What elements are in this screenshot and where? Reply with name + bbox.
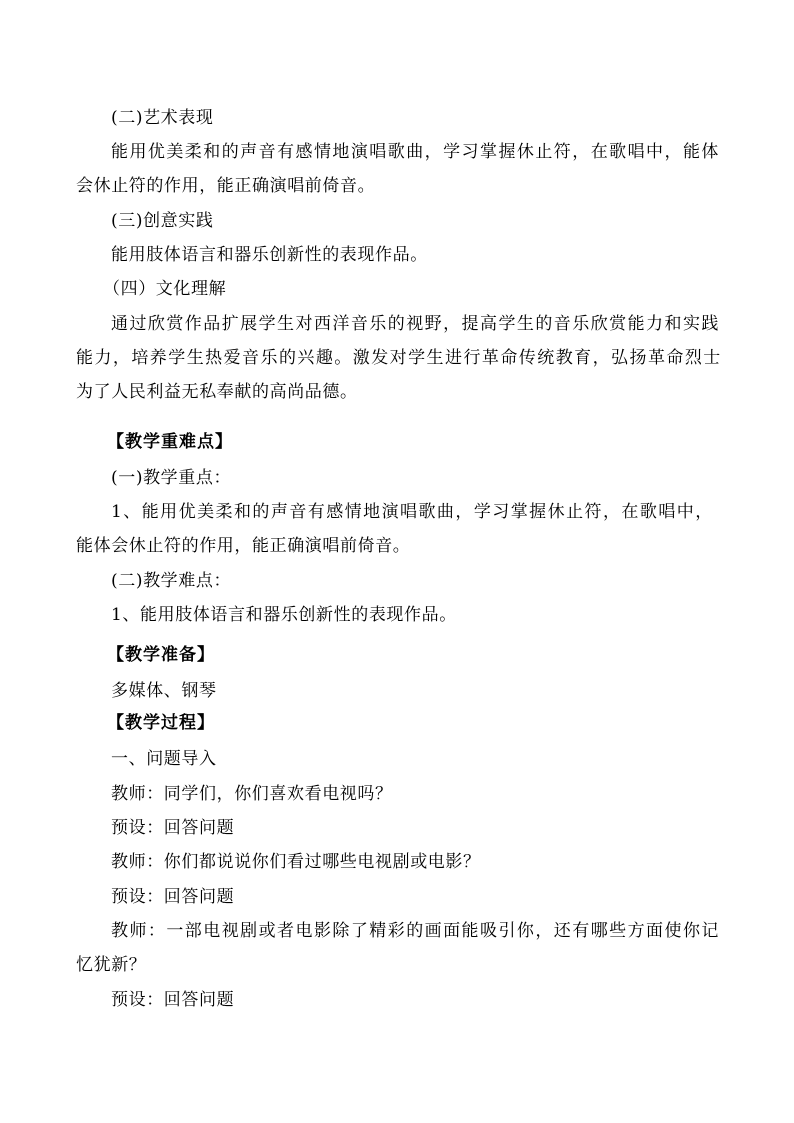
art-expression-heading: (二)艺术表现 [111,108,214,128]
teaching-focus-text-line-1: 1、能用优美柔和的声音有感情地演唱歌曲，学习掌握休止符，在歌唱中， [111,502,714,522]
art-expression-text-line-2: 会休止符的作用，能正确演唱前倚音。 [76,176,376,196]
teaching-focus-heading: (一)教学重点： [111,468,232,488]
teaching-focus-text-line-2: 能体会休止符的作用，能正确演唱前倚音。 [76,536,411,556]
cultural-understanding-text-line-2: 能力，培养学生热爱音乐的兴趣。激发对学生进行革命传统教育，弘扬革命烈士 [76,348,722,368]
dialogue-teacher-3-line-1: 教师：一部电视剧或者电影除了精彩的画面能吸引你，还有哪些方面使你记 [111,921,720,941]
dialogue-teacher-1: 教师：同学们，你们喜欢看电视吗？ [111,784,393,804]
cultural-understanding-text-line-1: 通过欣赏作品扩展学生对西洋音乐的视野，提高学生的音乐欣赏能力和实践 [111,314,720,334]
key-points-title: 【教学重难点】 [107,432,233,452]
preparation-title: 【教学准备】 [107,645,215,665]
cultural-understanding-heading: （四）文化理解 [103,279,227,299]
preparation-content: 多媒体、钢琴 [111,681,217,701]
process-step-1-heading: 一、问题导入 [111,749,217,769]
process-title: 【教学过程】 [107,713,215,733]
dialogue-response-1: 预设：回答问题 [111,818,235,838]
creative-practice-text: 能用肢体语言和器乐创新性的表现作品。 [111,245,428,265]
dialogue-teacher-2: 教师：你们都说说你们看过哪些电视剧或电影？ [111,852,481,872]
teaching-difficulty-heading: (二)教学难点： [111,571,232,591]
dialogue-response-3: 预设：回答问题 [111,990,235,1010]
dialogue-teacher-3-line-2: 忆犹新？ [76,955,147,975]
cultural-understanding-text-line-3: 为了人民利益无私奉献的高尚品德。 [76,382,358,402]
dialogue-response-2: 预设：回答问题 [111,887,235,907]
teaching-difficulty-text: 1、能用肢体语言和器乐创新性的表现作品。 [111,605,457,625]
art-expression-text-line-1: 能用优美柔和的声音有感情地演唱歌曲，学习掌握休止符，在歌唱中，能体 [111,142,720,162]
creative-practice-heading: (三)创意实践 [111,211,214,231]
